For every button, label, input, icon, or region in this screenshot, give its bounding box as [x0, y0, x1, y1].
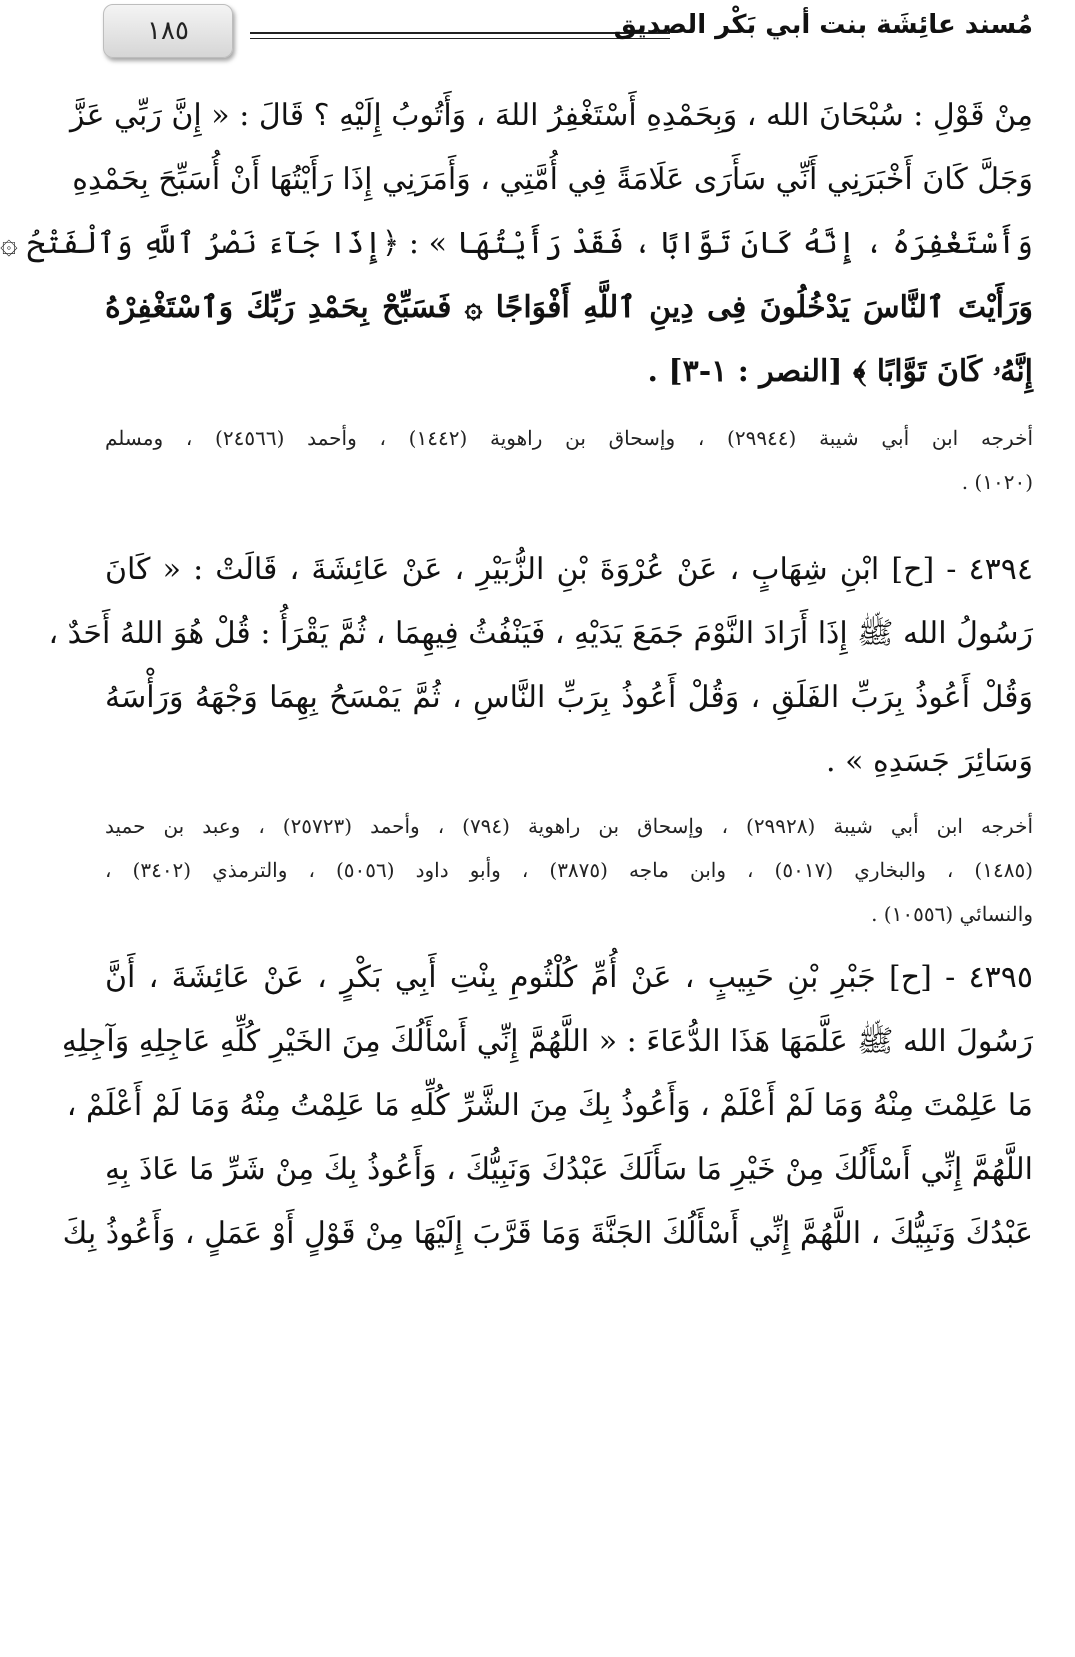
hadith-line: اللَّهُمَّ إِنِّي أَسْأَلُكَ مِنْ خَيْرِ مَا سَأَلَكَ عَبْدُكَ وَنَبِيُّكَ ، وَأَعُوذُ بِكَ مِنْ شَرِّ مَا عَاذَ بِهِ — [105, 1152, 1033, 1187]
hadith-line: ٤٣٩٤ - [ح] ابْنِ شِهَابٍ ، عَنْ عُرْوَةَ بْنِ الزُّبَيْرِ ، عَنْ عَائِشَةَ ، قَالَتْ : « كَانَ — [105, 552, 1033, 587]
page-number-badge — [103, 4, 233, 58]
hadith-continuation — [0, 84, 1033, 404]
hadith-line: مَا عَلِمْتَ مِنْهُ وَمَا لَمْ أَعْلَمْ ، وَأَعُوذُ بِكَ مِنَ الشَّرِّ كُلِّهِ مَا عَلِمْتُ مِنْهُ وَمَا لَمْ أَعْلَمْ ، — [66, 1088, 1033, 1123]
hadith-line: ٤٣٩٥ - [ح] جَبْرِ بْنِ حَبِيبٍ ، عَنْ أُمِّ كُلْثُومِ بِنْتِ أَبِي بَكْرٍ ، عَنْ عَائِشَةَ ، أَنَّ — [105, 960, 1033, 995]
text-line: مِنْ قَوْلِ : سُبْحَانَ الله ، وَبِحَمْدِهِ أَسْتَغْفِرُ اللهَ ، وَأَتُوبُ إِلَيْهِ ؟ قَالَ : « إِنَّ رَبِّي عَزَّ — [70, 98, 1033, 133]
text-line: وَأَسْتَغْفِرَهُ ، إِنَّهُ كَانَ تَوَّابًا ، فَقَدْ رَأَيْتُهَا » : ﴿إِذَا جَآءَ نَصْرُ ٱللَّهِ وَٱلْفَتْحُ ۞ — [0, 226, 1033, 261]
footnote-line: أخرجه ابن أبي شيبة (٢٩٩٤٤) ، وإسحاق بن راهوية (١٤٤٢) ، وأحمد (٢٤٥٦٦) ، ومسلم — [105, 426, 1033, 450]
footnote-line: أخرجه ابن أبي شيبة (٢٩٩٢٨) ، وإسحاق بن راهوية (٧٩٤) ، وأحمد (٢٥٧٢٣) ، وعبد بن حميد — [105, 814, 1033, 838]
hadith-line: وَقُلْ أَعُوذُ بِرَبِّ الفَلَقِ ، وَقُلْ أَعُوذُ بِرَبِّ النَّاسِ ، ثُمَّ يَمْسَحُ بِهِمَا وَجْهَهُ وَرَأْسَهُ — [105, 680, 1033, 715]
page-header — [65, 0, 1075, 70]
header-rule — [250, 32, 670, 34]
footnote-takhrij — [105, 416, 1033, 504]
text-line: وَجَلَّ كَانَ أَخْبَرَنِي أَنِّي سَأَرَى عَلَامَةً فِي أُمَّتِي ، وَأَمَرَنِي إِذَا رَأَيْتُهَا أَنْ أُسَبِّحَ بِحَمْدِهِ — [72, 162, 1033, 197]
hadith-4395 — [61, 946, 1033, 1266]
hadith-4394 — [48, 538, 1033, 794]
running-title: مُسند عائِشَة بنت أبي بَكْر الصديق — [613, 10, 1033, 40]
hadith-line: رَسُولَ الله ﷺ عَلَّمَهَا هَذَا الدُّعَاءَ : « اللَّهُمَّ إِنِّي أَسْأَلُكَ مِنَ الخَيْرِ كُلِّهِ عَاجِلِهِ وَآجِلِهِ — [61, 1024, 1033, 1059]
footnote-line: (١٤٨٥) ، والبخاري (٥٠١٧) ، وابن ماجه (٣٨٧٥) ، وأبو داود (٥٠٥٦) ، والترمذي (٣٤٠٢) ، — [105, 858, 1034, 882]
quran-line: إِنَّهُۥ كَانَ تَوَّابًا ﴾ [النصر : ١-٣] . — [647, 354, 1033, 389]
page-number: ١٨٥ — [147, 16, 189, 46]
hadith-line: عَبْدُكَ وَنَبِيُّكَ ، اللَّهُمَّ إِنِّي أَسْأَلُكَ الجَنَّةَ وَمَا قَرَّبَ إِلَيْهَا مِنْ قَوْلٍ أَوْ عَمَلٍ ، وَأَعُوذُ بِكَ — [62, 1216, 1033, 1251]
hadith-line: رَسُولُ الله ﷺ إِذَا أَرَادَ النَّوْمَ جَمَعَ يَدَيْهِ ، فَيَنْفُثُ فِيهِمَا ، ثُمَّ يَقْرَأُ : قُلْ هُوَ اللهُ أَحَدٌ ، — [48, 616, 1033, 651]
quran-line: وَرَأَيْتَ ٱلنَّاسَ يَدْخُلُونَ فِى دِينِ ٱللَّهِ أَفْوَاجًا ۞ فَسَبِّحْ بِحَمْدِ رَبِّكَ وَٱسْتَغْفِرْهُ — [105, 290, 1033, 325]
header-rule-thin — [250, 38, 670, 39]
footnote-takhrij — [105, 804, 1033, 936]
page-body — [0, 84, 1034, 1266]
footnote-line: والنسائي (١٠٥٥٦) . — [871, 902, 1033, 926]
footnote-line: (١٠٢٠) . — [961, 470, 1033, 494]
hadith-line: وَسَائِرَ جَسَدِهِ » . — [826, 744, 1033, 779]
